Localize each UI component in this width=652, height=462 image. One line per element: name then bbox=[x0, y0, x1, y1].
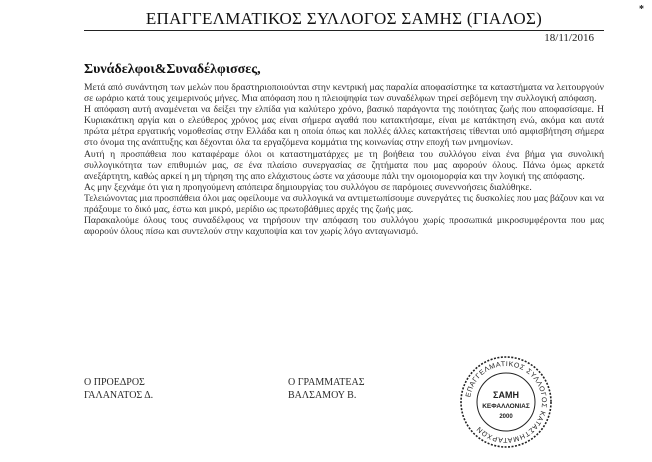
president-title: Ο ΠΡΟΕΔΡΟΣ bbox=[84, 377, 145, 388]
corner-mark: * bbox=[639, 4, 644, 15]
secretary-title: Ο ΓΡΑΜΜΑΤΕΑΣ bbox=[288, 377, 365, 388]
letter-body bbox=[84, 82, 604, 350]
paragraph: Παρακαλούμε όλους τους συναδέλφους να τηρήσουν την απόφαση του συλλόγου χωρίς προσωπικά μικροσυμφέροντα που μας αφορούν όλους πίσω και συντελούν στην καχυποψία και τον χωρίς λόγο ανταγωνισμό. bbox=[84, 215, 604, 238]
greeting: Συνάδελφοι&Συναδέλφισσες, bbox=[84, 62, 261, 77]
secretary-signature-block bbox=[288, 376, 365, 402]
paragraph: Η απόφαση αυτή αναμένεται να δείξει την ελπίδα για καλύτερο χρόνο, βασικό παράγοντα της ποιότητας ζωής που αποφασίσαμε. Η Κυριακάτικη αργία και ο ελεύθερος χρόνος μας είναι σήμερα αγαθά που κατακτήσαμε, είναι με κατάκτηση ενώ, ακόμα και αυτά πρώτα μέτρα εργατικής νομοθεσίας στην Ελλάδα και η οποία όπως και πολλές άλλες κατακτήσεις τίθενται υπό αμφισβήτηση σήμερα στο όνομα της ανάπτυξης και δέχονται όλα τα εργαζόμενα κομμάτια της κοινωνίας στην εποχή των μνημονίων. bbox=[84, 104, 604, 149]
paragraph: Ας μην ξεχνάμε ότι για η προηγούμενη απόπειρα δημιουργίας του συλλόγου σε παρόμοιες συνεννοήσεις διαλύθηκε. bbox=[84, 181, 532, 193]
paragraph: Αυτή η προσπάθεια που καταφέραμε όλοι οι καταστηματάρχες με τη βοήθεια του συλλόγου είναι ένα βήμα για συνολική συλλογικότητα των επιθυμιών μας, σε ένα πλαίσιο συνεργασίας σε ζητήματα που μας αφορούν όλους. Πάνω όμως αρκετά ανεξάρτητη, καθώς αρκεί η μη τήρηση της απο ελάχιστους ώστε να χάσουμε πάλι την ομοιομορφία και την λογική της απόφασης. bbox=[84, 148, 604, 182]
association-stamp bbox=[458, 354, 554, 450]
secretary-name: ΒΑΛΣΑΜΟΥ Β. bbox=[288, 390, 357, 401]
paragraph: Τελειώνοντας μια προσπάθεια όλοι μας οφείλουμε να συλλογικά να αντιμετωπίσουμε συνεργάτες τις δυσκολίες που μας βάζουν και να πράξουμε το δικό μας, έστω και μικρό, μερίδιο ως πρωτοβάθμιες αρχές της ζωής μας. bbox=[84, 192, 604, 216]
stamp-center-line2: ΚΕΦΑΛΛΟΝΙΑΣ bbox=[482, 403, 530, 410]
document-date: 18/11/2016 bbox=[544, 32, 594, 44]
stamp-ring-text: ΕΠΑΓΓΕΛΜΑΤΙΚΟΣ ΣΥΛΛΟΓΟΣ ΚΑΤΑΣΤΗΜΑΤΑΡΧΩΝ bbox=[465, 360, 548, 444]
stamp-center-line1: ΣΑΜΗ bbox=[493, 390, 519, 400]
president-name: ΓΑΛΑΝΑΤΟΣ Δ. bbox=[84, 390, 154, 401]
president-signature-block bbox=[84, 376, 153, 402]
association-header: ΕΠΑΓΓΕΛΜΑΤΙΚΟΣ ΣΥΛΛΟΓΟΣ ΣΑΜΗΣ (ΓΙΑΛΟΣ) bbox=[84, 8, 604, 31]
stamp-year: 2000 bbox=[499, 414, 513, 420]
paragraph: Μετά από συνάντηση των μελών που δραστηριοποιούνται στην κεντρική μας παραλία αποφασίστηκε τα καταστήματα να λειτουργούν σε ωράριο κατά τους χειμερινούς μήνες. Μια απόφαση που η πλειοψηφία των συναδέλφων τηρεί σεβόμενη την συλλογική απόφαση. bbox=[84, 82, 604, 105]
